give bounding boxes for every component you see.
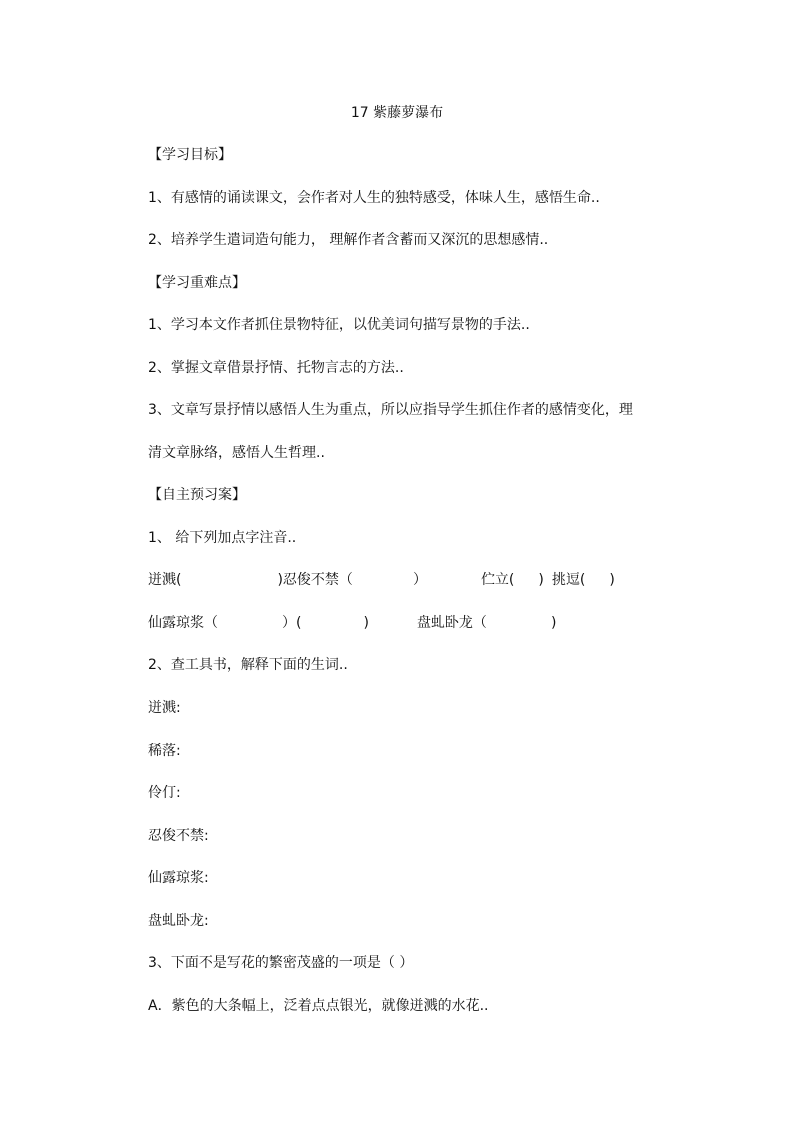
keypoints-heading: 【学习重难点】 [148,275,246,291]
word-bengjian: 迸溅( [148,572,182,588]
preview-heading: 【自主预习案】 [148,487,246,503]
pinyin-blank-text-4: ) [609,572,615,588]
word-zhuli: 伫立( [480,572,515,588]
question-3: 3、下面不是写花的繁密茂盛的一项是（ ） [148,955,414,971]
question-1: 1、 给下列加点字注音.. [148,530,297,546]
goal-item-2: 2、培养学生遣词造句能力， 理解作者含蓄而又深沉的思想感情.. [148,232,549,248]
pinyin-blank-text-1: )忍俊不禁（ [277,572,353,588]
pinyin-blank-text-7: ) [550,615,557,631]
vocab-xiluo: 稀落: [148,743,181,759]
vocab-xianluqiongjiang: 仙露琼浆: [148,870,209,886]
keypoint-item-2: 2、掌握文章借景抒情、托物言志的方法.. [148,360,404,376]
pinyin-blank-text-3: ) [538,572,544,588]
option-a: A．紫色的大条幅上，泛着点点银光，就像迸溅的水花.. [148,998,489,1014]
keypoint-item-3-line-1: 3、文章写景抒情以感悟人生为重点，所以应指导学生抓住作者的感情变化，理 [148,402,633,418]
goal-item-1: 1、有感情的诵读课文，会作者对人生的独特感受，体味人生，感悟生命.. [148,190,600,206]
pinyin-blank-text-2: ） [412,572,427,588]
pinyin-blank-text-5: ）( [282,615,302,631]
page-title: 17 紫藤萝瀑布 [350,105,444,121]
vocab-lingding: 伶仃: [148,785,181,801]
pinyin-blank-text-6: ) [363,615,369,631]
goals-heading: 【学习目标】 [148,147,232,163]
word-xianluqiongjiang: 仙露琼浆（ [148,615,218,631]
question-2: 2、查工具书，解释下面的生词.. [148,657,348,673]
vocab-panqiuwolong: 盘虬卧龙: [148,913,209,929]
keypoint-item-3-line-2: 清文章脉络，感悟人生哲理.. [148,445,325,461]
vocab-bengjian: 迸溅: [148,700,181,716]
word-tiaodou: 挑逗( [551,572,586,588]
pinyin-row-1 [148,569,644,591]
word-panqiuwolong: 盘虬卧龙（ [416,615,487,631]
vocab-renjunbujin: 忍俊不禁: [148,828,209,844]
pinyin-row-2 [148,612,644,634]
keypoint-item-1: 1、学习本文作者抓住景物特征，以优美词句描写景物的手法.. [148,317,530,333]
